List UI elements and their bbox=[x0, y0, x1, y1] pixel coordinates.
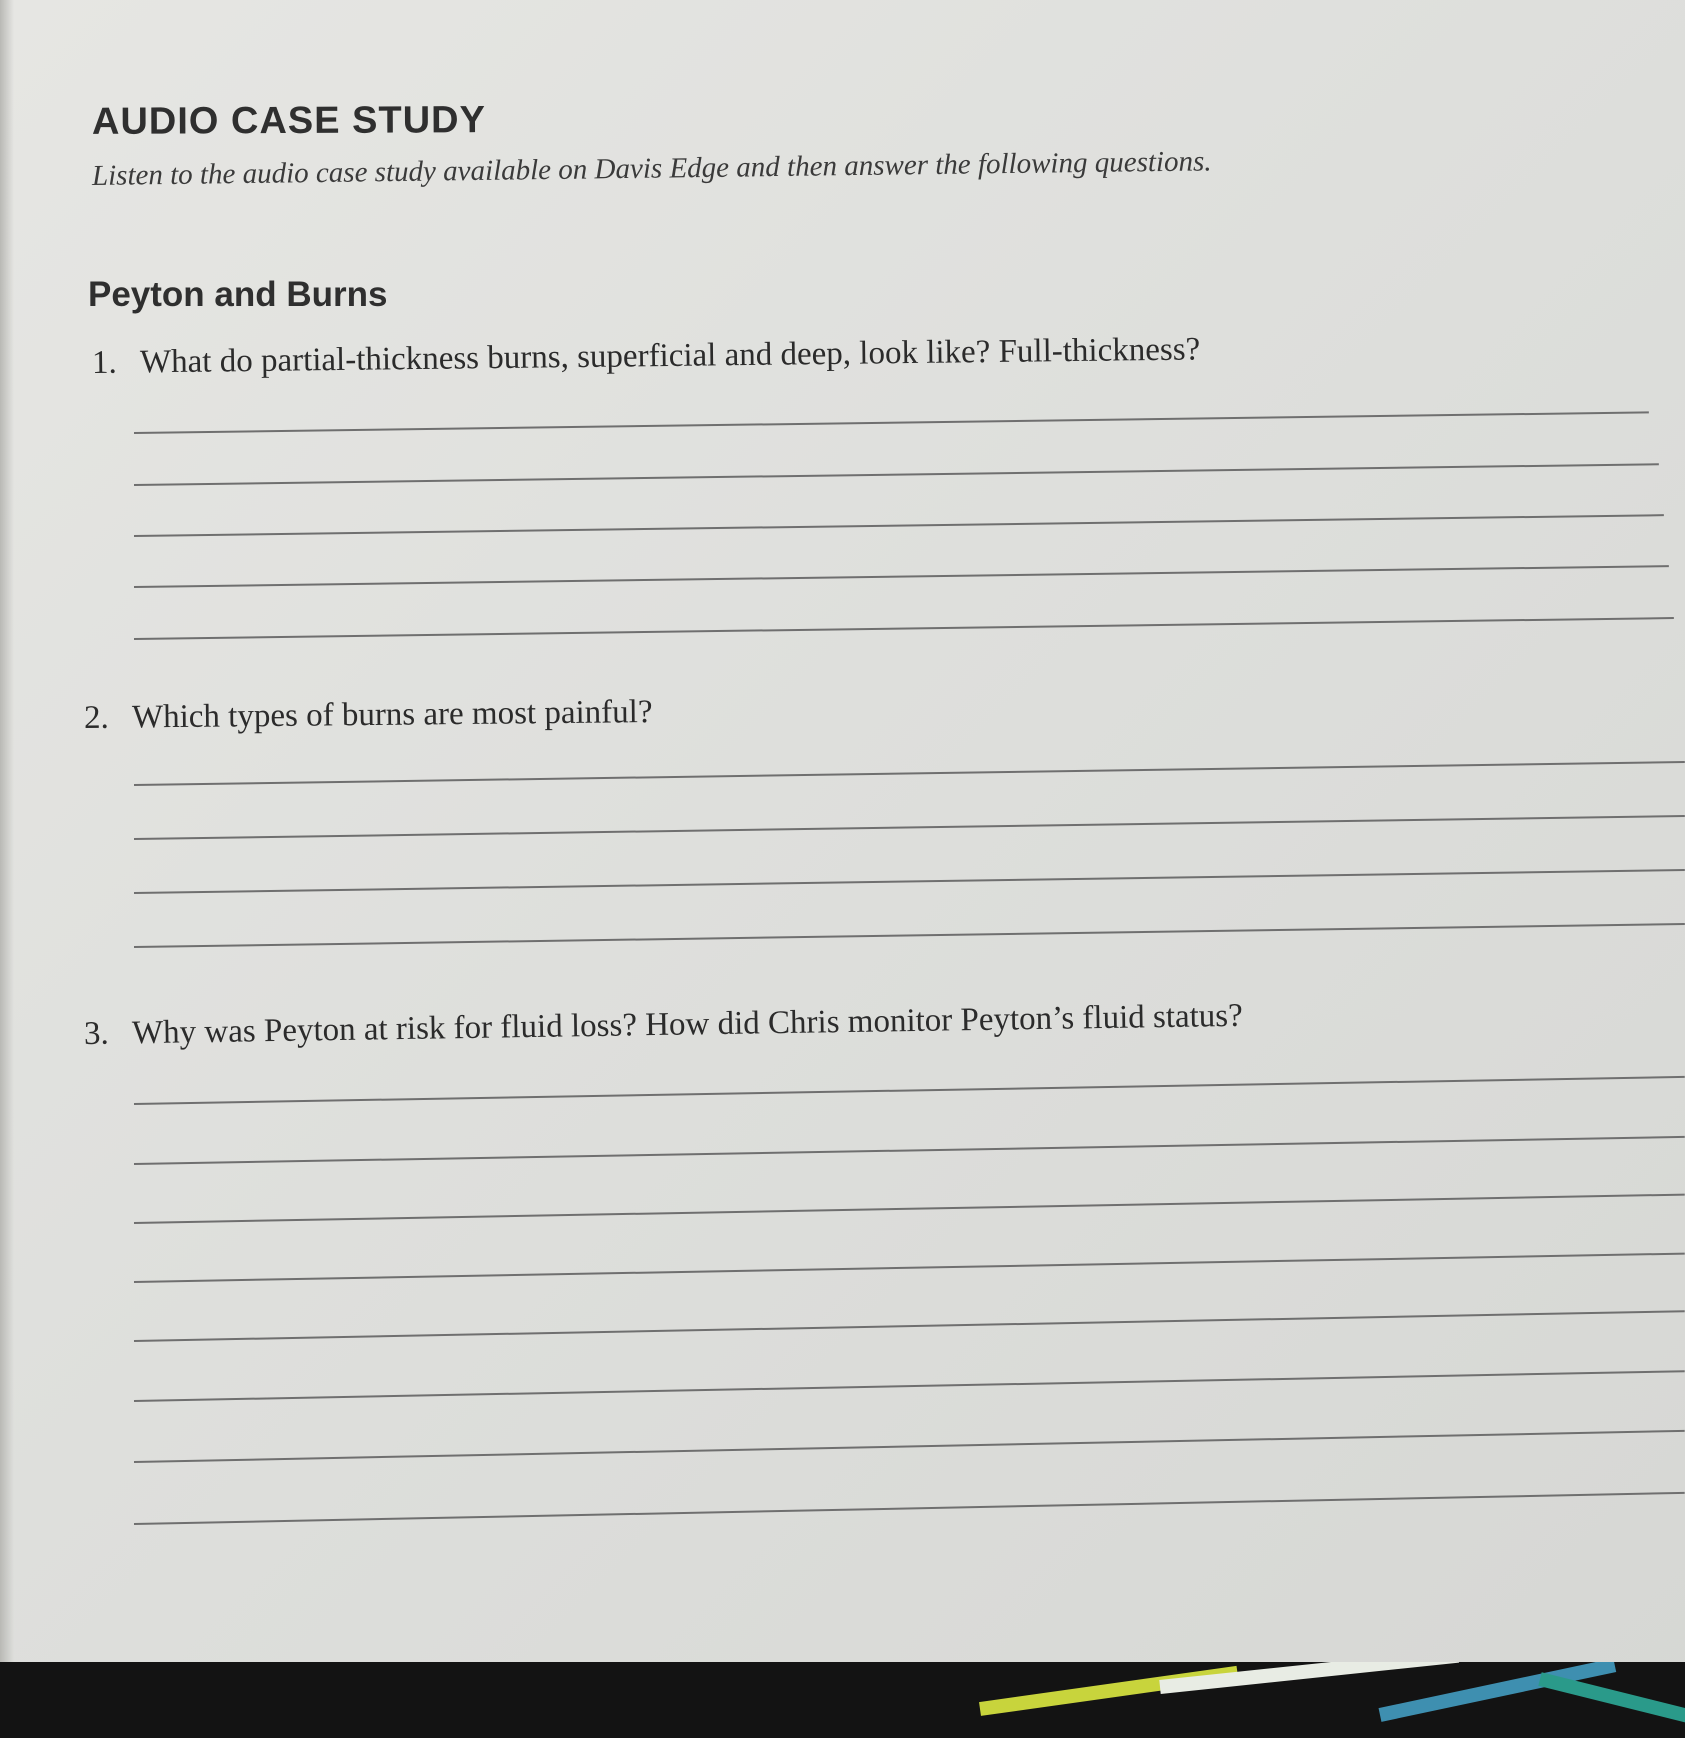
fabric-stripe-teal bbox=[1538, 1672, 1685, 1724]
answer-line-q3-5[interactable] bbox=[134, 1310, 1685, 1342]
answer-line-q1-3[interactable] bbox=[134, 514, 1664, 537]
answer-line-q3-7[interactable] bbox=[134, 1430, 1685, 1463]
question-1 bbox=[92, 331, 1201, 382]
answer-line-q1-4[interactable] bbox=[134, 565, 1669, 588]
answer-line-q3-3[interactable] bbox=[134, 1194, 1685, 1224]
question-2-number: 2. bbox=[83, 699, 109, 736]
question-1-number: 1. bbox=[91, 344, 117, 381]
answer-line-q1-2[interactable] bbox=[134, 463, 1659, 486]
answer-line-q3-2[interactable] bbox=[134, 1136, 1685, 1165]
case-study-title: Peyton and Burns bbox=[88, 275, 388, 314]
answer-line-q3-6[interactable] bbox=[134, 1370, 1685, 1402]
answer-line-q3-8[interactable] bbox=[134, 1492, 1685, 1525]
page-edge-shadow bbox=[0, 0, 14, 1738]
fabric-stripe-yellow bbox=[979, 1666, 1238, 1716]
question-3-text: Why was Peyton at risk for fluid loss? How did Chris monitor Peyton’s fluid status? bbox=[131, 997, 1244, 1052]
answer-line-q2-2[interactable] bbox=[134, 815, 1685, 840]
question-3-number: 3. bbox=[83, 1015, 110, 1052]
answer-line-q2-3[interactable] bbox=[134, 869, 1685, 894]
answer-line-q1-5[interactable] bbox=[134, 617, 1674, 640]
worksheet-title: AUDIO CASE STUDY bbox=[91, 99, 487, 143]
background-fabric bbox=[0, 1662, 1685, 1738]
answer-line-q3-4[interactable] bbox=[134, 1253, 1685, 1283]
fabric-stripe-white bbox=[1159, 1662, 1459, 1694]
answer-line-q3-1[interactable] bbox=[134, 1076, 1685, 1105]
worksheet-instructions: Listen to the audio case study available on Davis Edge and then answer the following questions. bbox=[91, 145, 1212, 192]
question-1-text: What do partial-thickness burns, superficial and deep, look like? Full-thickness? bbox=[139, 331, 1201, 381]
question-2 bbox=[84, 694, 653, 737]
answer-line-q1-1[interactable] bbox=[134, 411, 1649, 434]
question-2-text: Which types of burns are most painful? bbox=[131, 694, 653, 736]
answer-line-q2-1[interactable] bbox=[134, 761, 1685, 786]
question-3 bbox=[84, 998, 1243, 1053]
answer-line-q2-4[interactable] bbox=[134, 923, 1685, 948]
